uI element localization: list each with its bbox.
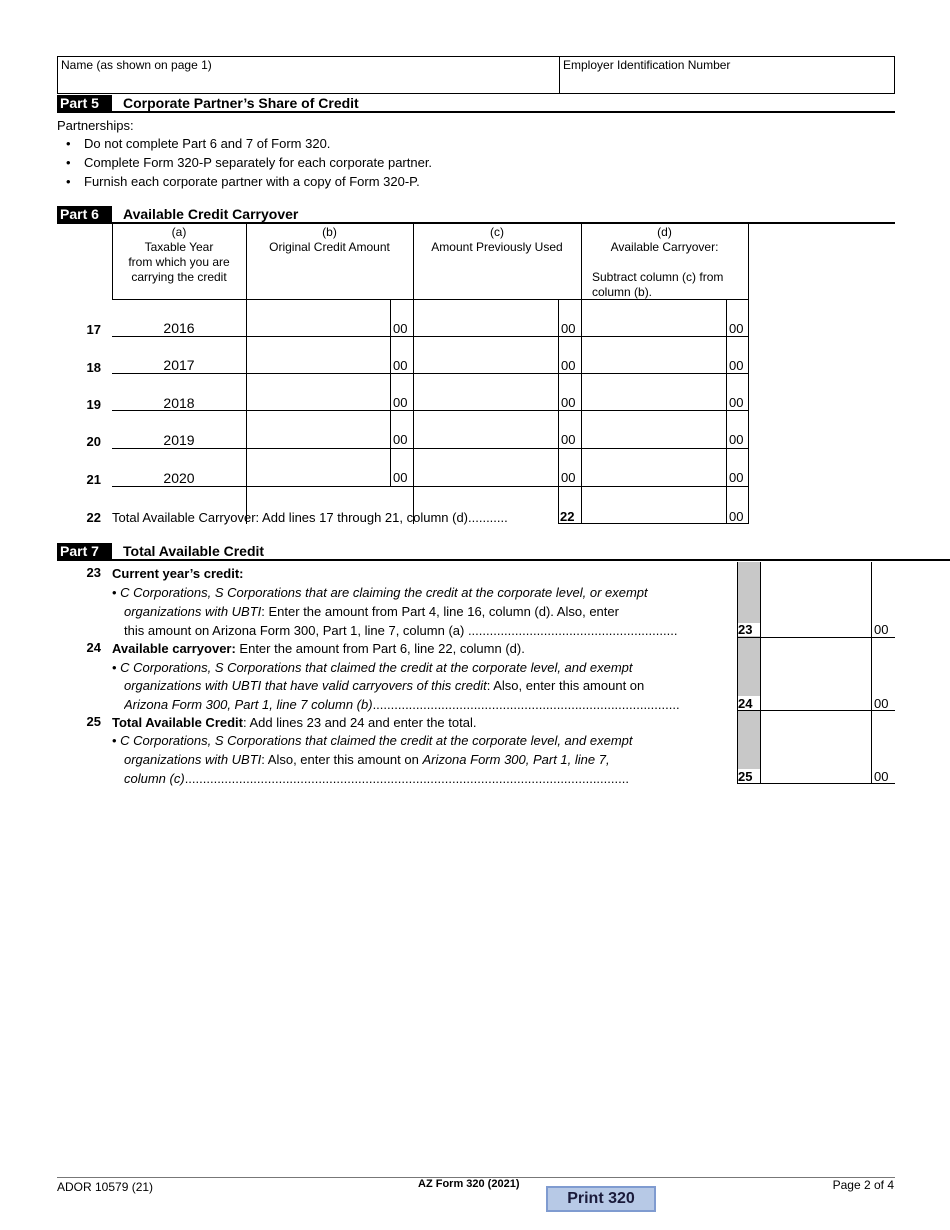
original-credit-input[interactable] [247, 337, 389, 372]
page-number: Page 2 of 4 [832, 1178, 894, 1192]
line25-text-2: organizations with UBTI: Also, enter this amount on Arizona Form 300, Part 1, line 7, [124, 752, 610, 767]
part6-number: Part 6 [57, 206, 112, 222]
cents: 00 [874, 696, 889, 711]
original-credit-input[interactable] [247, 300, 389, 335]
previously-used-input[interactable] [414, 411, 557, 447]
cents: 00 [561, 358, 576, 373]
available-carryover-input[interactable] [582, 337, 725, 372]
part7-title: Total Available Credit [123, 543, 265, 559]
form-title: AZ Form 320 (2021) [418, 1178, 520, 1190]
total-carryover-text: Total Available Carryover: Add lines 17 through 21, column (d)........... [112, 510, 508, 525]
ein-field[interactable] [559, 56, 895, 94]
line-number: 21 [86, 472, 101, 487]
total-carryover-input[interactable] [582, 487, 725, 522]
part6-title: Available Credit Carryover [123, 206, 299, 222]
cents: 00 [393, 321, 408, 336]
line-number: 20 [86, 434, 101, 449]
previously-used-input[interactable] [414, 449, 557, 485]
taxable-year: 2019 [163, 432, 195, 448]
cents: 00 [729, 395, 744, 410]
line25-amount-input[interactable] [761, 711, 870, 782]
original-credit-input[interactable] [247, 411, 389, 447]
line23-text-2: organizations with UBTI: Enter the amount from Part 4, line 16, column (d). Also, enter [124, 604, 619, 619]
line-number: 22 [86, 510, 101, 525]
line25-text-3: column (c)........................................................................................................................... [124, 771, 629, 786]
line-number: 23 [86, 565, 101, 580]
line23-amount-input[interactable] [761, 562, 870, 636]
available-carryover-input[interactable] [582, 300, 725, 335]
line-number: 18 [86, 360, 101, 375]
line23-text-1: • C Corporations, S Corporations that are claiming the credit at the corporate level, or exempt [112, 585, 648, 600]
form-id: ADOR 10579 (21) [57, 1180, 154, 1194]
line-number: 25 [86, 714, 101, 729]
line-number: 24 [86, 640, 101, 655]
line25-text-1: • C Corporations, S Corporations that claimed the credit at the corporate level, and exempt [112, 733, 633, 748]
box-number: 25 [738, 769, 753, 784]
line24-heading: Available carryover: Enter the amount from Part 6, line 22, column (d). [112, 641, 525, 656]
cents: 00 [561, 395, 576, 410]
cents: 00 [729, 321, 744, 336]
available-carryover-input[interactable] [582, 449, 725, 485]
part5-number: Part 5 [57, 95, 112, 111]
taxable-year: 2016 [163, 320, 195, 336]
taxable-year: 2020 [163, 470, 195, 486]
line24-text-3: Arizona Form 300, Part 1, line 7 column (b)..................................................................................... [124, 697, 680, 712]
part5-title: Corporate Partner’s Share of Credit [123, 95, 359, 111]
col-c-header: (c) Amount Previously Used [431, 225, 563, 254]
part5-intro: Partnerships: [57, 118, 134, 133]
part7-header [57, 543, 950, 561]
cents: 00 [729, 432, 744, 447]
box-number: 24 [738, 696, 753, 711]
cents: 00 [729, 470, 744, 485]
original-credit-input[interactable] [247, 449, 389, 485]
cents: 00 [393, 432, 408, 447]
box-number: 23 [738, 622, 753, 637]
previously-used-input[interactable] [414, 374, 557, 409]
part5-bullet-1: • Do not complete Part 6 and 7 of Form 320. [66, 136, 331, 151]
available-carryover-input[interactable] [582, 411, 725, 447]
col-d-header: (d) Available Carryover: Subtract column (c) from column (b). [592, 225, 724, 299]
line24-text-2: organizations with UBTI that have valid carryovers of this credit: Also, enter this amount on [124, 678, 645, 693]
part5-bullet-3: • Furnish each corporate partner with a copy of Form 320-P. [66, 174, 420, 189]
line-number: 19 [86, 397, 101, 412]
col-a-header: (a) Taxable Year from which you are carrying the credit [128, 225, 230, 284]
line25-heading: Total Available Credit: Add lines 23 and 24 and enter the total. [112, 715, 477, 730]
taxable-year: 2018 [163, 395, 195, 411]
cents: 00 [393, 358, 408, 373]
box-number: 22 [560, 509, 575, 524]
previously-used-input[interactable] [414, 337, 557, 372]
cents: 00 [561, 432, 576, 447]
name-label: Name (as shown on page 1) [61, 58, 212, 72]
original-credit-input[interactable] [247, 374, 389, 409]
name-field[interactable] [57, 56, 560, 94]
ein-label: Employer Identification Number [563, 58, 731, 72]
available-carryover-input[interactable] [582, 374, 725, 409]
cents: 00 [393, 470, 408, 485]
previously-used-input[interactable] [414, 300, 557, 335]
part6-header [57, 206, 895, 224]
cents: 00 [561, 321, 576, 336]
print-button[interactable]: Print 320 [546, 1186, 656, 1212]
part5-header [57, 95, 895, 113]
part7-number: Part 7 [57, 543, 112, 559]
part5-bullet-2: • Complete Form 320-P separately for each corporate partner. [66, 155, 433, 170]
cents: 00 [874, 622, 889, 637]
taxable-year: 2017 [163, 357, 195, 373]
line24-text-1: • C Corporations, S Corporations that claimed the credit at the corporate level, and exempt [112, 660, 633, 675]
cents: 00 [729, 509, 744, 524]
cents: 00 [561, 470, 576, 485]
line24-amount-input[interactable] [761, 638, 870, 709]
cents: 00 [729, 358, 744, 373]
col-b-header: (b) Original Credit Amount [269, 225, 390, 254]
line23-heading: Current year’s credit: [112, 566, 244, 581]
line-number: 17 [86, 322, 101, 337]
cents: 00 [874, 769, 889, 784]
cents: 00 [393, 395, 408, 410]
line23-text-3: this amount on Arizona Form 300, Part 1, line 7, column (a) .......................................................... [124, 623, 678, 638]
